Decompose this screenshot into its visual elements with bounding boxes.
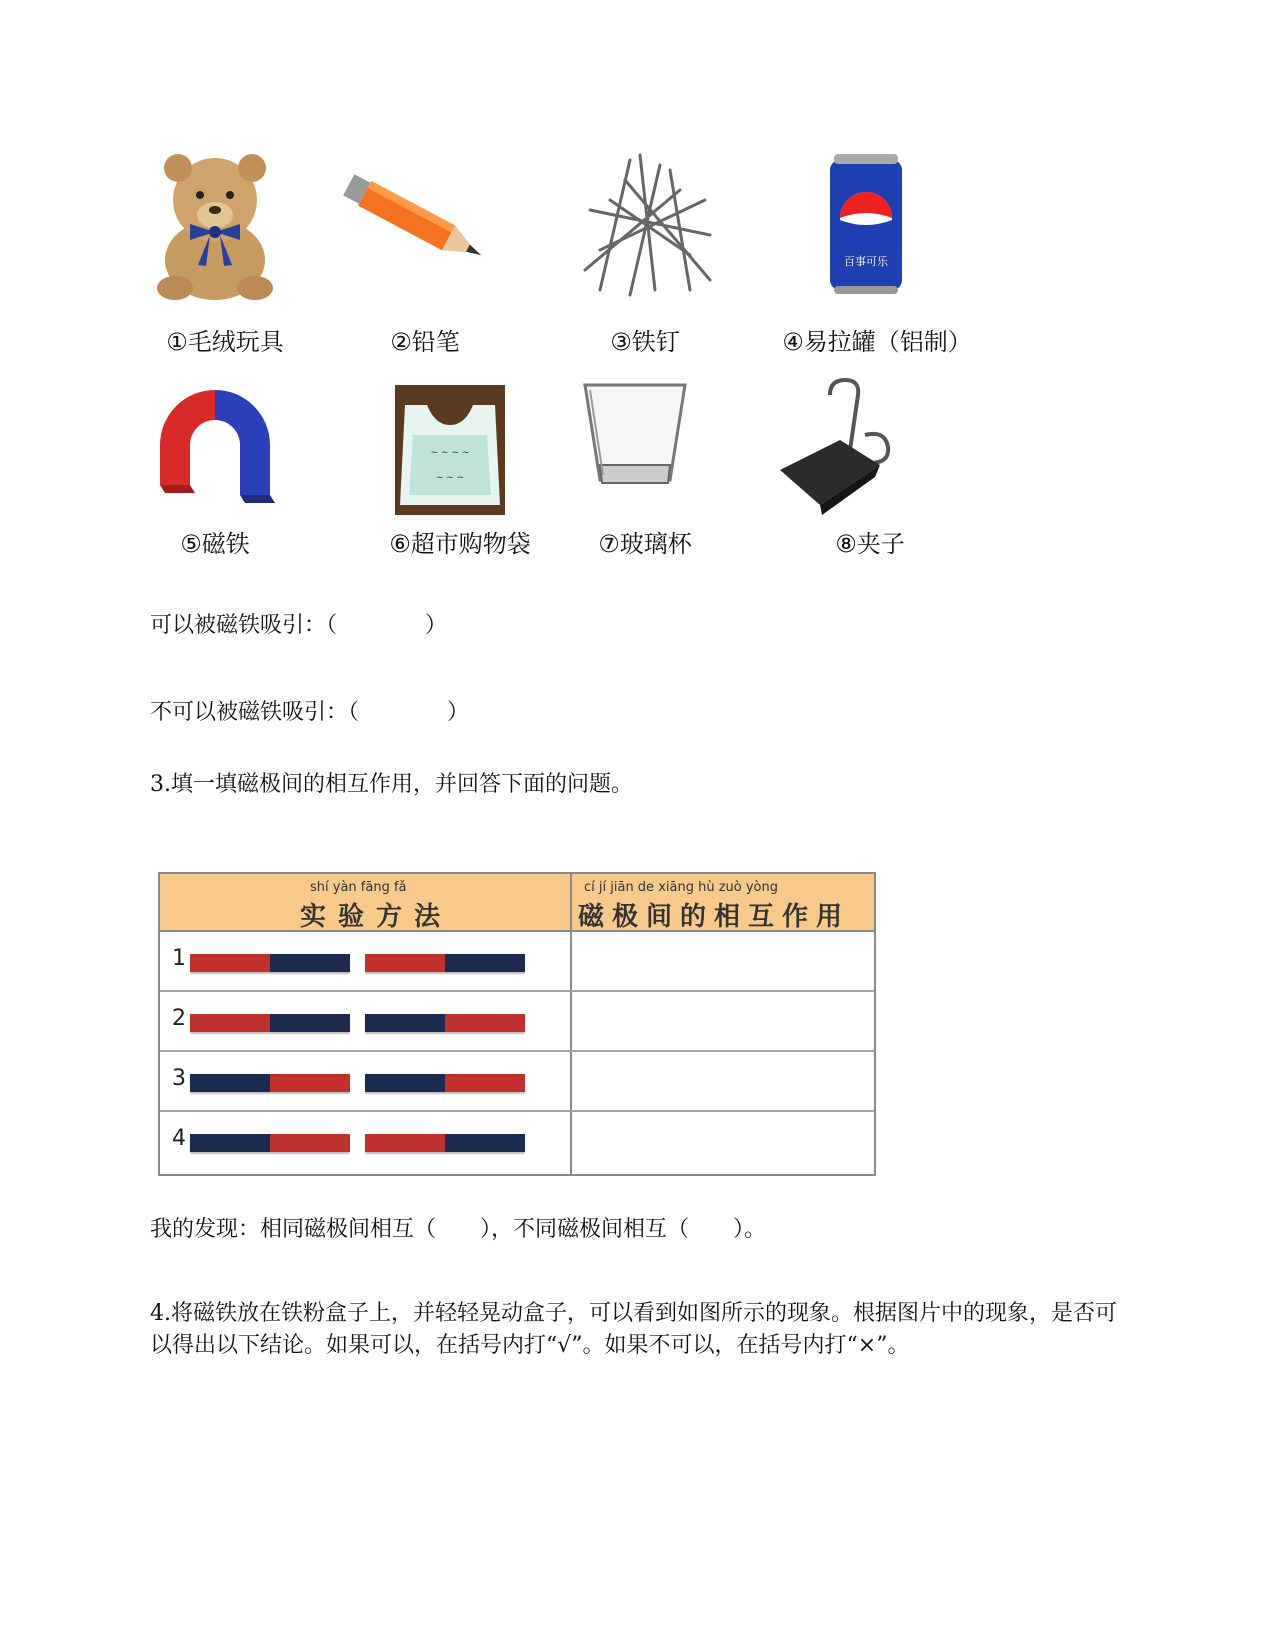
col1-title: 实验方法 bbox=[300, 902, 453, 932]
horseshoe-magnet-icon bbox=[140, 375, 290, 540]
col2-title: 磁极间的相互作用 bbox=[578, 902, 851, 932]
blue-pole bbox=[190, 1074, 270, 1092]
col1-pinyin: shí yàn fāng fǎ bbox=[310, 880, 407, 895]
red-pole bbox=[445, 1014, 525, 1032]
row-number: 3 bbox=[172, 1066, 186, 1091]
column-divider bbox=[570, 874, 572, 1174]
item-label: ③铁钉 bbox=[610, 328, 680, 356]
blue-pole bbox=[270, 1014, 350, 1032]
item-label: ⑤磁铁 bbox=[180, 530, 250, 558]
bar-magnet-left bbox=[190, 954, 350, 972]
question-not-attract: 不可以被磁铁吸引：（ ） bbox=[150, 700, 470, 725]
red-pole bbox=[190, 1014, 270, 1032]
item-label: ⑧夹子 bbox=[835, 530, 905, 558]
magnet-pole-table bbox=[158, 872, 876, 1176]
row-number: 4 bbox=[172, 1126, 186, 1151]
red-pole bbox=[190, 954, 270, 972]
soda-can-icon bbox=[790, 140, 940, 305]
glass-cup-icon bbox=[560, 375, 710, 540]
bar-magnet-left bbox=[190, 1074, 350, 1092]
bar-magnet-right bbox=[365, 954, 525, 972]
blue-pole bbox=[270, 954, 350, 972]
item-label: ②铅笔 bbox=[390, 328, 460, 356]
blue-pole bbox=[445, 1134, 525, 1152]
question-attract: 可以被磁铁吸引：（ ） bbox=[150, 613, 448, 638]
blue-pole bbox=[365, 1074, 445, 1092]
pencil-icon bbox=[340, 140, 490, 305]
red-pole bbox=[270, 1134, 350, 1152]
question-4-text: 4.将磁铁放在铁粉盒子上，并轻轻晃动盒子，可以看到如图所示的现象。根据图片中的现象，是否可以得出以下结论。如果可以，在括号内打“√”。如果不可以，在括号内打“×”。 bbox=[150, 1301, 1117, 1358]
question-3-title: 3.填一填磁极间的相互作用，并回答下面的问题。 bbox=[150, 772, 633, 797]
teddy-bear-icon bbox=[140, 140, 290, 305]
red-pole bbox=[365, 954, 445, 972]
blue-pole bbox=[445, 954, 525, 972]
row-divider bbox=[160, 990, 874, 992]
row-number: 2 bbox=[172, 1006, 186, 1031]
can-label: 百事可乐 bbox=[844, 255, 888, 268]
bar-magnet-right bbox=[365, 1134, 525, 1152]
row-divider bbox=[160, 1050, 874, 1052]
bar-magnet-right bbox=[365, 1014, 525, 1032]
red-pole bbox=[270, 1074, 350, 1092]
blue-pole bbox=[190, 1134, 270, 1152]
item-label: ⑦玻璃杯 bbox=[598, 530, 692, 558]
svg-text:~ ~ ~: ~ ~ ~ bbox=[435, 473, 465, 483]
row-number: 1 bbox=[172, 946, 186, 971]
col2-pinyin: cí jí jiān de xiāng hù zuò yòng bbox=[584, 880, 778, 895]
item-label: ④易拉罐（铝制） bbox=[782, 328, 972, 356]
binder-clip-icon bbox=[770, 375, 920, 540]
blue-pole bbox=[365, 1014, 445, 1032]
row-divider bbox=[160, 1110, 874, 1112]
svg-text:~ ~ ~ ~: ~ ~ ~ ~ bbox=[430, 448, 470, 458]
nails-icon bbox=[570, 140, 720, 305]
item-label: ①毛绒玩具 bbox=[166, 328, 284, 356]
bar-magnet-right bbox=[365, 1074, 525, 1092]
red-pole bbox=[445, 1074, 525, 1092]
finding-sentence: 我的发现：相同磁极间相互（ ），不同磁极间相互（ ）。 bbox=[150, 1217, 767, 1242]
bar-magnet-left bbox=[190, 1014, 350, 1032]
bar-magnet-left bbox=[190, 1134, 350, 1152]
red-pole bbox=[365, 1134, 445, 1152]
item-label: ⑥超市购物袋 bbox=[389, 530, 531, 558]
shopping-bag-icon bbox=[375, 375, 525, 540]
